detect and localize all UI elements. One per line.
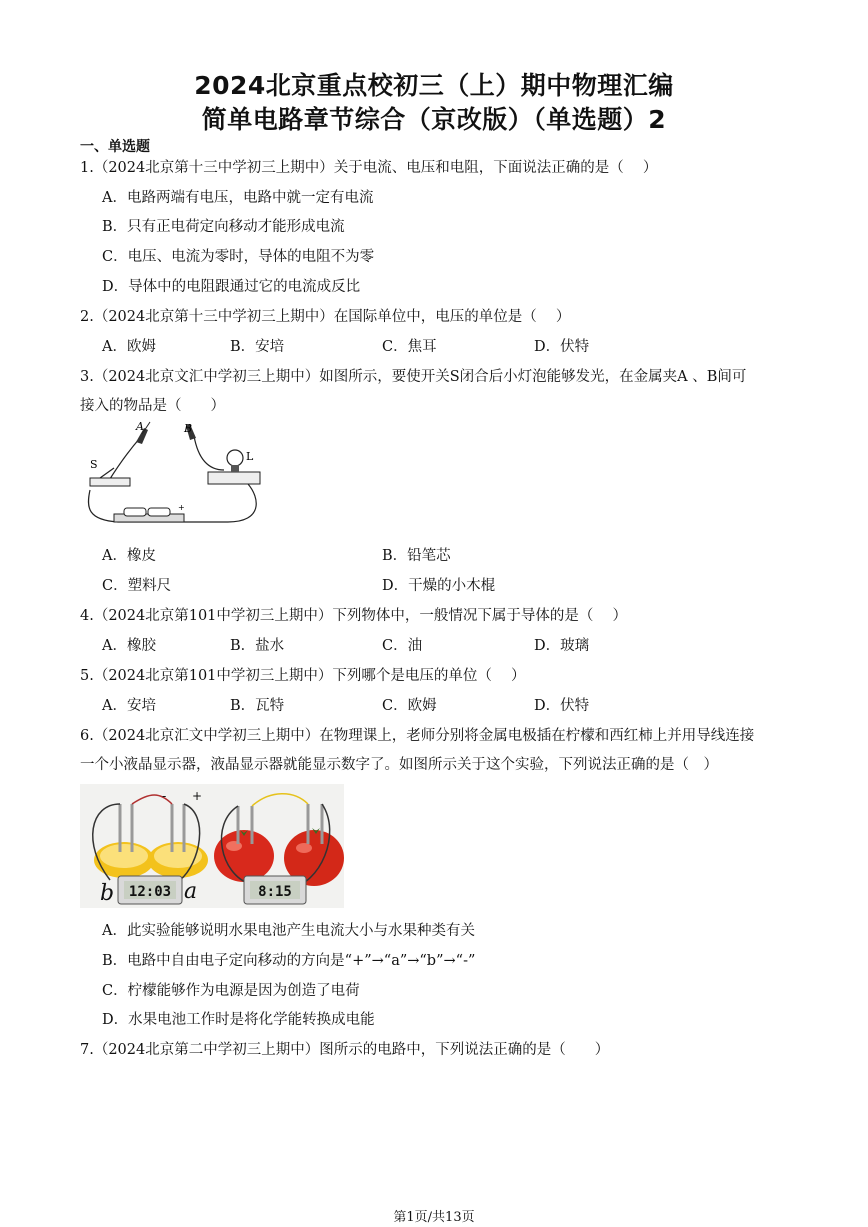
svg-text:8:15: 8:15 (258, 884, 292, 900)
lcd-display-1 (118, 876, 182, 904)
label-a-terminal: a (184, 879, 198, 904)
switch-icon (90, 478, 130, 486)
question-3-option-c: C．塑料尺 (102, 578, 172, 594)
label-b-terminal: b (100, 881, 115, 906)
question-3-option-d: D．干燥的小木棍 (382, 578, 496, 594)
question-4-option-b: B．盐水 (230, 638, 285, 654)
question-5-option-c: C．欧姆 (382, 698, 437, 714)
page-subtitle: 简单电路章节综合（京改版）（单选题）2 (201, 105, 667, 134)
section-heading: 一、单选题 (80, 139, 150, 155)
question-1-stem: 1.（2024北京第十三中学初三上期中）关于电流、电压和电阻，下面说法正确的是（ ） (80, 160, 658, 176)
battery-holder-icon (114, 503, 185, 522)
question-4-option-d: D．玻璃 (534, 638, 590, 654)
label-s: S (90, 458, 98, 471)
label-plus: + (192, 789, 203, 803)
question-2-option-a: A．欧姆 (102, 339, 156, 355)
question-2-option-b: B．安培 (230, 339, 285, 355)
question-4-option-c: C．油 (382, 638, 423, 654)
label-b: B (184, 422, 193, 435)
question-1-option-d: D．导体中的电阻跟通过它的电流成反比 (102, 279, 361, 295)
question-6-option-b: B．电路中自由电子定向移动的方向是“+”→“a”→“b”→“-” (102, 953, 476, 969)
question-1-option-b: B．只有正电荷定向移动才能形成电流 (102, 219, 345, 235)
question-6-stem-line-2: 一个小液晶显示器，液晶显示器就能显示数字了。如图所示关于这个实验，下列说法正确的是（ ） (80, 757, 718, 773)
question-4-option-a: A．橡胶 (102, 638, 156, 654)
question-3-stem-line-1: 3.（2024北京文汇中学初三上期中）如图所示，要使开关S闭合后小灯泡能够发光，在金属夹A 、B间可 (80, 369, 747, 385)
question-7-stem: 7.（2024北京第二中学初三上期中）图所示的电路中，下列说法正确的是（ ） (80, 1042, 610, 1058)
question-3-stem-line-2: 接入的物品是（ ） (80, 398, 225, 414)
circuit-figure (78, 418, 278, 530)
question-1-option-a: A．电路两端有电压，电路中就一定有电流 (102, 190, 374, 206)
label-minus: - (162, 789, 167, 803)
question-2-stem: 2.（2024北京第十三中学初三上期中）在国际单位中，电压的单位是（ ） (80, 309, 571, 325)
question-6-stem-line-1: 6.（2024北京汇文中学初三上期中）在物理课上，老师分别将金属电极插在柠檬和西红柿上并用导线连接 (80, 728, 755, 744)
question-2-option-d: D．伏特 (534, 339, 590, 355)
question-6-option-a: A．此实验能够说明水果电池产生电流大小与水果种类有关 (102, 923, 475, 939)
label-l: L (246, 450, 254, 463)
question-5-stem: 5.（2024北京第101中学初三上期中）下列哪个是电压的单位（ ） (80, 668, 526, 684)
svg-text:+: + (178, 503, 185, 512)
lcd-display-2 (244, 876, 306, 904)
question-2-option-c: C．焦耳 (382, 339, 437, 355)
page-title: 2024北京重点校初三（上）期中物理汇编 (194, 71, 674, 100)
label-a: A (136, 420, 144, 433)
question-1-option-c: C．电压、电流为零时，导体的电阻不为零 (102, 249, 375, 265)
question-4-stem: 4.（2024北京第101中学初三上期中）下列物体中，一般情况下属于导体的是（ ） (80, 608, 628, 624)
question-6-option-d: D．水果电池工作时是将化学能转换成电能 (102, 1012, 375, 1028)
question-5-option-a: A．安培 (102, 698, 156, 714)
page-footer: 第1页/共13页 (393, 1210, 475, 1225)
question-6-option-c: C．柠檬能够作为电源是因为创造了电荷 (102, 983, 360, 999)
question-5-option-b: B．瓦特 (230, 698, 285, 714)
question-5-option-d: D．伏特 (534, 698, 590, 714)
question-3-option-b: B．铅笔芯 (382, 548, 451, 564)
fruit-battery-photo (80, 784, 344, 908)
question-3-option-a: A．橡皮 (102, 548, 156, 564)
svg-text:12:03: 12:03 (128, 884, 172, 900)
